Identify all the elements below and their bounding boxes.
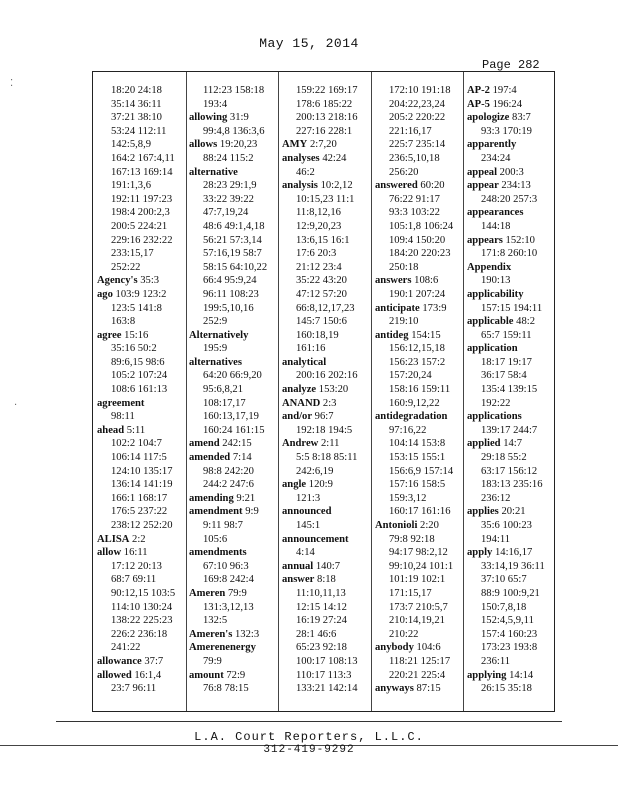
index-entry (282, 356, 374, 370)
index-page-refs: 150:7,8,18 (481, 601, 527, 613)
index-page-refs: 105:2 107:24 (111, 370, 168, 382)
index-term: applicable (467, 316, 514, 328)
index-page-refs: 76:8 78:15 (203, 683, 249, 695)
index-page-refs: 210:22 (389, 628, 419, 640)
index-entry: ahead 5:11 (97, 424, 146, 436)
index-term: AMY (282, 139, 308, 151)
index-page-refs: 236:12 (481, 492, 511, 504)
index-page-refs: 108:6 161:13 (111, 384, 168, 396)
index-page-refs: 160:9,12,22 (389, 397, 440, 409)
deposition-date: May 15, 2014 (259, 36, 359, 51)
index-page-refs: 66:8,12,17,23 (296, 302, 355, 314)
index-term: alternatives (189, 356, 242, 368)
index-page-refs: 114:10 130:24 (111, 601, 173, 613)
index-page-refs: 98:8 242:20 (203, 465, 254, 477)
index-page-refs: 94:17 98:2,12 (389, 547, 448, 559)
index-entry: Andrew 2:11 (282, 438, 340, 450)
index-entry (282, 505, 374, 519)
index-term: amount (189, 669, 224, 681)
index-page-refs: 160:18,19 (296, 329, 339, 341)
index-entry: allows 19:20,23 (189, 139, 258, 151)
index-page-refs: 248:20 257:3 (481, 193, 538, 205)
index-term: alternative (189, 166, 238, 178)
index-page-refs: 5:5 8:18 85:11 (296, 452, 358, 464)
index-page-refs: 172:10 191:18 (389, 85, 451, 96)
index-page-refs: 210:14,19,21 (389, 615, 445, 627)
index-page-refs: 156:12,15,18 (389, 343, 445, 355)
index-term: Ameren (189, 587, 226, 599)
index-entry: amendment 9:9 (189, 506, 259, 518)
index-entry: AP-5 196:24 (467, 98, 523, 110)
index-page-refs: 173:23 193:8 (481, 642, 538, 654)
index-entry: annual 140:7 (282, 560, 340, 572)
index-page-refs: 100:17 108:13 (296, 655, 358, 667)
index-page-refs: 106:14 117:5 (111, 452, 167, 464)
index-page-refs: 157:16 158:5 (389, 479, 446, 491)
index-term: Antonioli (375, 520, 418, 531)
index-page-refs: 93:3 170:19 (481, 125, 532, 137)
index-page-refs: 198:4 200:2,3 (111, 207, 170, 219)
index-page-refs: 153:15 155:1 (389, 452, 446, 464)
index-term: AP-5 (467, 98, 490, 110)
index-term: ahead (97, 424, 125, 436)
index-page-refs: 123:5 141:8 (111, 302, 162, 314)
index-page-refs: 158:16 159:11 (389, 384, 451, 396)
index-term: applies (467, 506, 499, 518)
index-page-refs: 152:4,5,9,11 (481, 615, 534, 627)
index-entry: allowed 16:1,4 (97, 669, 162, 681)
index-entry (467, 261, 559, 275)
index-page-refs: 105:1,8 106:24 (389, 220, 454, 232)
index-page-refs: 66:4 95:9,24 (203, 275, 257, 287)
index-term: allows (189, 139, 218, 151)
index-page-refs: 102:2 104:7 (111, 438, 162, 450)
index-page-refs: 159:22 169:17 (296, 85, 358, 96)
reporter-phone: 312-419-9292 (263, 744, 355, 756)
index-term: AP-2 (467, 85, 490, 96)
index-page-refs: 63:17 156:12 (481, 465, 538, 477)
index-page-refs: 199:5,10,16 (203, 302, 254, 314)
index-entry (467, 288, 559, 302)
index-page-refs: 167:13 169:14 (111, 166, 173, 178)
index-page-refs: 68:7 69:11 (111, 574, 157, 586)
index-page-refs: 96:11 108:23 (203, 288, 259, 300)
index-term: ALISA (97, 533, 130, 545)
index-entry: analyses 42:24 (282, 152, 347, 164)
index-entry: AP-2 197:4 (467, 85, 517, 96)
index-page-refs: 192:18 194:5 (296, 424, 353, 436)
index-term: applying (467, 669, 507, 681)
index-term: Ameren's (189, 628, 233, 640)
index-entry: Ameren 79:9 (189, 587, 247, 599)
index-page-refs: 11:8,12,16 (296, 207, 341, 219)
index-page-refs: 93:3 103:22 (389, 207, 440, 219)
index-page-refs: 104:14 153:8 (389, 438, 446, 450)
index-page-refs: 171:15,17 (389, 587, 432, 599)
index-page-refs: 67:10 96:3 (203, 560, 249, 572)
index-page-refs: 35:22 43:20 (296, 275, 347, 287)
index-term: announcement (282, 533, 349, 545)
index-term: Amerenenergy (189, 642, 256, 654)
index-page-refs: 166:1 168:17 (111, 492, 168, 504)
index-term: apologize (467, 112, 510, 124)
index-page-refs: 234:24 (481, 152, 511, 164)
index-entry (467, 410, 559, 424)
index-entry: and/or 96:7 (282, 411, 334, 423)
index-page-refs: 244:2 247:6 (203, 479, 254, 491)
index-page-refs: 200:13 218:16 (296, 112, 358, 124)
index-page-refs: 205:2 220:22 (389, 112, 446, 124)
index-page-refs: 136:14 141:19 (111, 479, 173, 491)
index-page-refs: 21:12 23:4 (296, 261, 342, 273)
index-page-refs: 157:15 194:11 (481, 302, 543, 314)
index-term: analyses (282, 152, 320, 164)
index-page-refs: 35:6 100:23 (481, 520, 532, 531)
index-page-refs: 241:22 (111, 642, 141, 654)
index-column-5 (467, 84, 559, 696)
index-term: agree (97, 329, 122, 341)
index-term: appear (467, 180, 499, 192)
index-term: antidegradation (375, 411, 448, 423)
index-page-refs: 17:6 20:3 (296, 248, 337, 260)
index-column-2 (189, 84, 281, 696)
index-page-refs: 18:17 19:17 (481, 356, 532, 368)
index-term: announced (282, 506, 332, 518)
index-page-refs: 161:16 (296, 343, 326, 355)
index-page-refs: 12:9,20,23 (296, 220, 342, 232)
index-page-refs: 169:8 242:4 (203, 574, 254, 586)
index-entry (189, 166, 281, 180)
index-page-refs: 36:17 58:4 (481, 370, 527, 382)
index-entry: anticipate 173:9 (375, 302, 447, 314)
index-page-refs: 76:22 91:17 (389, 193, 440, 205)
index-page-refs: 97:16,22 (389, 424, 427, 436)
index-page-refs: 156:23 157:2 (389, 356, 446, 368)
reporter-company: L.A. Court Reporters, L.L.C. (194, 730, 424, 744)
index-page-refs: 160:13,17,19 (203, 411, 259, 423)
index-term: analytical (282, 356, 327, 368)
index-term: analysis (282, 180, 318, 192)
index-term: allowed (97, 669, 132, 681)
index-page-refs: 160:24 161:15 (203, 424, 265, 436)
index-entry: answers 108:6 (375, 275, 439, 287)
index-entry: antideg 154:15 (375, 329, 441, 341)
index-page-refs: 28:1 46:6 (296, 628, 337, 640)
index-page-refs: 18:20 24:18 (111, 85, 162, 96)
index-page-refs: 156:6,9 157:14 (389, 465, 454, 477)
index-entry: analysis 10:2,12 (282, 180, 353, 192)
index-page-refs: 183:13 235:16 (481, 479, 543, 491)
index-page-refs: 26:15 35:18 (481, 683, 532, 695)
index-page-refs: 65:7 159:11 (481, 329, 532, 341)
index-entry: ALISA 2:2 (97, 533, 146, 545)
index-entry (467, 342, 559, 356)
index-term: anyways (375, 683, 414, 695)
index-page-refs: 160:17 161:16 (389, 506, 451, 518)
index-term: agreement (97, 397, 145, 409)
index-entry: ANAND 2:3 (282, 397, 337, 409)
index-page-refs: 47:12 57:20 (296, 288, 347, 300)
index-page-refs: 118:21 125:17 (389, 655, 451, 667)
index-term: appearances (467, 207, 524, 219)
index-page-refs: 4:14 (296, 547, 315, 559)
index-entry: agree 15:16 (97, 329, 149, 341)
index-page-refs: 95:6,8,21 (203, 384, 244, 396)
index-page-refs: 145:7 150:6 (296, 316, 347, 328)
index-entry: applied 14:7 (467, 438, 523, 450)
index-page-refs: 105:6 (203, 533, 228, 545)
index-page-refs: 176:5 237:22 (111, 506, 168, 518)
index-entry: Antonioli 2:20 (375, 520, 439, 531)
index-entry: amended 7:14 (189, 452, 252, 464)
index-page-refs: 159:3,12 (389, 492, 427, 504)
index-entry (375, 410, 467, 424)
index-term: amending (189, 492, 234, 504)
index-page-refs: 46:2 (296, 166, 315, 178)
index-page-refs: 110:17 113:3 (296, 669, 352, 681)
index-entry: anybody 104:6 (375, 642, 441, 654)
index-page-refs: 144:18 (481, 220, 511, 232)
index-term: application (467, 343, 518, 355)
index-page-refs: 227:16 228:1 (296, 125, 353, 137)
index-page-refs: 195:9 (203, 343, 228, 355)
index-entry (189, 329, 281, 343)
index-page-refs: 13:6,15 16:1 (296, 234, 350, 246)
index-page-refs: 184:20 220:23 (389, 248, 451, 260)
index-page-refs: 101:19 102:1 (389, 574, 446, 586)
index-page-refs: 53:24 112:11 (111, 125, 167, 137)
index-entry: angle 120:9 (282, 479, 333, 491)
index-page-refs: 192:22 (481, 397, 511, 409)
index-page-refs: 220:21 225:4 (389, 669, 446, 681)
index-page-refs: 37:21 38:10 (111, 112, 162, 124)
index-page-refs: 28:23 29:1,9 (203, 180, 257, 192)
index-page-refs: 37:10 65:7 (481, 574, 527, 586)
index-page-refs: 226:2 236:18 (111, 628, 168, 640)
scan-mark: · (14, 400, 18, 411)
index-column-3 (282, 84, 374, 696)
index-term: Appendix (467, 261, 512, 273)
index-term: analyze (282, 384, 317, 396)
index-term: amendment (189, 506, 243, 518)
index-term: anticipate (375, 302, 420, 314)
index-page-refs: 238:12 252:20 (111, 520, 173, 531)
index-page-refs: 48:6 49:1,4,18 (203, 220, 265, 232)
scan-mark: ⁚ (10, 78, 14, 89)
index-entry: answer 8:18 (282, 574, 336, 586)
index-column-4 (375, 84, 467, 696)
index-term: anybody (375, 642, 414, 654)
index-page-refs: 33:14,19 36:11 (481, 560, 545, 572)
index-page-refs: 47:7,19,24 (203, 207, 249, 219)
index-term: annual (282, 560, 314, 572)
index-page-refs: 252:22 (111, 261, 141, 273)
index-page-refs: 252:9 (203, 316, 228, 328)
index-page-refs: 112:23 158:18 (203, 85, 265, 96)
index-page-refs: 12:15 14:12 (296, 601, 347, 613)
index-column-1 (97, 84, 189, 696)
index-page-refs: 157:20,24 (389, 370, 432, 382)
index-page-refs: 88:9 100:9,21 (481, 587, 540, 599)
index-page-refs: 109:4 150:20 (389, 234, 446, 246)
index-entry: amend 242:15 (189, 438, 252, 450)
index-entry (189, 356, 281, 370)
index-term: amend (189, 438, 220, 450)
index-page-refs: 204:22,23,24 (389, 98, 445, 110)
index-entry (467, 138, 559, 152)
index-term: allowing (189, 112, 228, 124)
index-entry: applies 20:21 (467, 506, 526, 518)
index-term: angle (282, 479, 307, 491)
index-page-refs: 23:7 96:11 (111, 683, 157, 695)
index-page-refs: 200:16 202:16 (296, 370, 358, 382)
index-page-refs: 99:4,8 136:3,6 (203, 125, 265, 137)
index-term: antideg (375, 329, 409, 341)
index-term: apply (467, 547, 493, 559)
index-page-refs: 35:14 36:11 (111, 98, 162, 110)
index-page-refs: 33:22 39:22 (203, 193, 254, 205)
index-page-refs: 193:4 (203, 98, 228, 110)
index-page-refs: 225:7 235:14 (389, 139, 446, 151)
index-page-refs: 79:8 92:18 (389, 533, 435, 545)
index-entry: allow 16:11 (97, 547, 148, 559)
index-term: Andrew (282, 438, 319, 450)
index-term: amendments (189, 547, 247, 559)
index-term: apparently (467, 139, 517, 151)
index-page-refs: 221:16,17 (389, 125, 432, 137)
index-page-refs: 89:6,15 98:6 (111, 356, 165, 368)
index-term: and/or (282, 411, 313, 423)
index-entry: ago 103:9 123:2 (97, 288, 167, 300)
index-entry: allowance 37:7 (97, 655, 164, 667)
index-page-refs: 233:15,17 (111, 248, 154, 260)
index-page-refs: 99:10,24 101:1 (389, 560, 454, 572)
index-entry: appears 152:10 (467, 234, 535, 246)
index-page-refs: 142:5,8,9 (111, 139, 152, 151)
index-entry: amending 9:21 (189, 492, 256, 504)
index-page-refs: 157:4 160:23 (481, 628, 538, 640)
index-term: answer (282, 574, 315, 586)
index-term: Alternatively (189, 329, 249, 341)
index-entry: applicable 48:2 (467, 316, 535, 328)
index-entry (282, 533, 374, 547)
index-page-refs: 108:17,17 (203, 397, 246, 409)
word-index-frame (92, 71, 555, 712)
index-entry: appeal 200:3 (467, 166, 524, 178)
index-term: answered (375, 180, 418, 192)
index-page-refs: 236:5,10,18 (389, 152, 440, 164)
index-page-refs: 57:16,19 58:7 (203, 248, 262, 260)
index-entry (189, 641, 281, 655)
index-term: appeal (467, 166, 498, 178)
index-page-refs: 236:11 (481, 655, 511, 667)
index-entry: Ameren's 132:3 (189, 628, 260, 640)
footer-rule (56, 721, 562, 722)
index-page-refs: 190:1 207:24 (389, 288, 446, 300)
index-entry: amount 72:9 (189, 669, 246, 681)
index-page-refs: 35:16 50:2 (111, 343, 157, 355)
index-page-refs: 242:6,19 (296, 465, 334, 477)
index-term: ANAND (282, 397, 321, 409)
index-page-refs: 131:3,12,13 (203, 601, 254, 613)
index-page-refs: 9:11 98:7 (203, 520, 243, 531)
index-entry: applying 14:14 (467, 669, 534, 681)
index-page-refs: 194:11 (481, 533, 511, 545)
index-page-refs: 29:18 55:2 (481, 452, 527, 464)
index-page-refs: 178:6 185:22 (296, 98, 353, 110)
index-page-refs: 191:1,3,6 (111, 180, 152, 192)
index-page-refs: 16:19 27:24 (296, 615, 347, 627)
index-page-refs: 17:12 20:13 (111, 560, 162, 572)
index-page-refs: 173:7 210:5,7 (389, 601, 448, 613)
index-page-refs: 132:5 (203, 615, 228, 627)
index-page-refs: 133:21 142:14 (296, 683, 358, 695)
index-page-refs: 171:8 260:10 (481, 248, 538, 260)
index-page-refs: 145:1 (296, 520, 321, 531)
index-page-refs: 190:13 (481, 275, 511, 287)
index-entry: anyways 87:15 (375, 683, 441, 695)
index-term: applied (467, 438, 501, 450)
index-page-refs: 200:5 224:21 (111, 220, 168, 232)
index-page-refs: 138:22 225:23 (111, 615, 173, 627)
index-entry: apply 14:16,17 (467, 547, 533, 559)
index-page-refs: 229:16 232:22 (111, 234, 173, 246)
index-term: allow (97, 547, 122, 559)
index-page-refs: 88:24 115:2 (203, 152, 254, 164)
index-page-refs: 124:10 135:17 (111, 465, 173, 477)
index-entry: AMY 2:7,20 (282, 139, 337, 151)
index-term: Agency's (97, 275, 138, 287)
index-page-refs: 56:21 57:3,14 (203, 234, 262, 246)
index-page-refs: 65:23 92:18 (296, 642, 347, 654)
index-page-refs: 256:20 (389, 166, 419, 178)
index-term: amended (189, 452, 231, 464)
index-entry: allowing 31:9 (189, 112, 249, 124)
index-term: ago (97, 288, 113, 300)
index-page-refs: 79:9 (203, 655, 222, 667)
index-term: answers (375, 275, 412, 287)
index-page-refs: 98:11 (111, 411, 135, 423)
index-page-refs: 192:11 197:23 (111, 193, 173, 205)
index-entry (189, 546, 281, 560)
index-entry (467, 206, 559, 220)
index-entry: answered 60:20 (375, 180, 445, 192)
index-page-refs: 10:15,23 11:1 (296, 193, 355, 205)
index-term: allowance (97, 655, 142, 667)
index-page-refs: 90:12,15 103:5 (111, 587, 176, 599)
index-page-refs: 135:4 139:15 (481, 384, 538, 396)
index-entry: apologize 83:7 (467, 112, 531, 124)
index-page-refs: 64:20 66:9,20 (203, 370, 262, 382)
index-term: applications (467, 411, 522, 423)
index-term: appears (467, 234, 503, 246)
index-page-refs: 11:10,11,13 (296, 587, 346, 599)
index-page-refs: 121:3 (296, 492, 321, 504)
index-page-refs: 250:18 (389, 261, 419, 273)
index-page-refs: 139:17 244:7 (481, 424, 538, 436)
index-entry: Agency's 35:3 (97, 275, 160, 287)
index-page-refs: 219:10 (389, 316, 419, 328)
index-page-refs: 58:15 64:10,22 (203, 261, 268, 273)
index-page-refs: 164:2 167:4,11 (111, 152, 175, 164)
page-number: Page 282 (482, 58, 540, 72)
index-entry: appear 234:13 (467, 180, 531, 192)
index-entry (97, 397, 189, 411)
index-term: applicability (467, 288, 524, 300)
index-entry: analyze 153:20 (282, 384, 349, 396)
index-page-refs: 163:8 (111, 316, 136, 328)
